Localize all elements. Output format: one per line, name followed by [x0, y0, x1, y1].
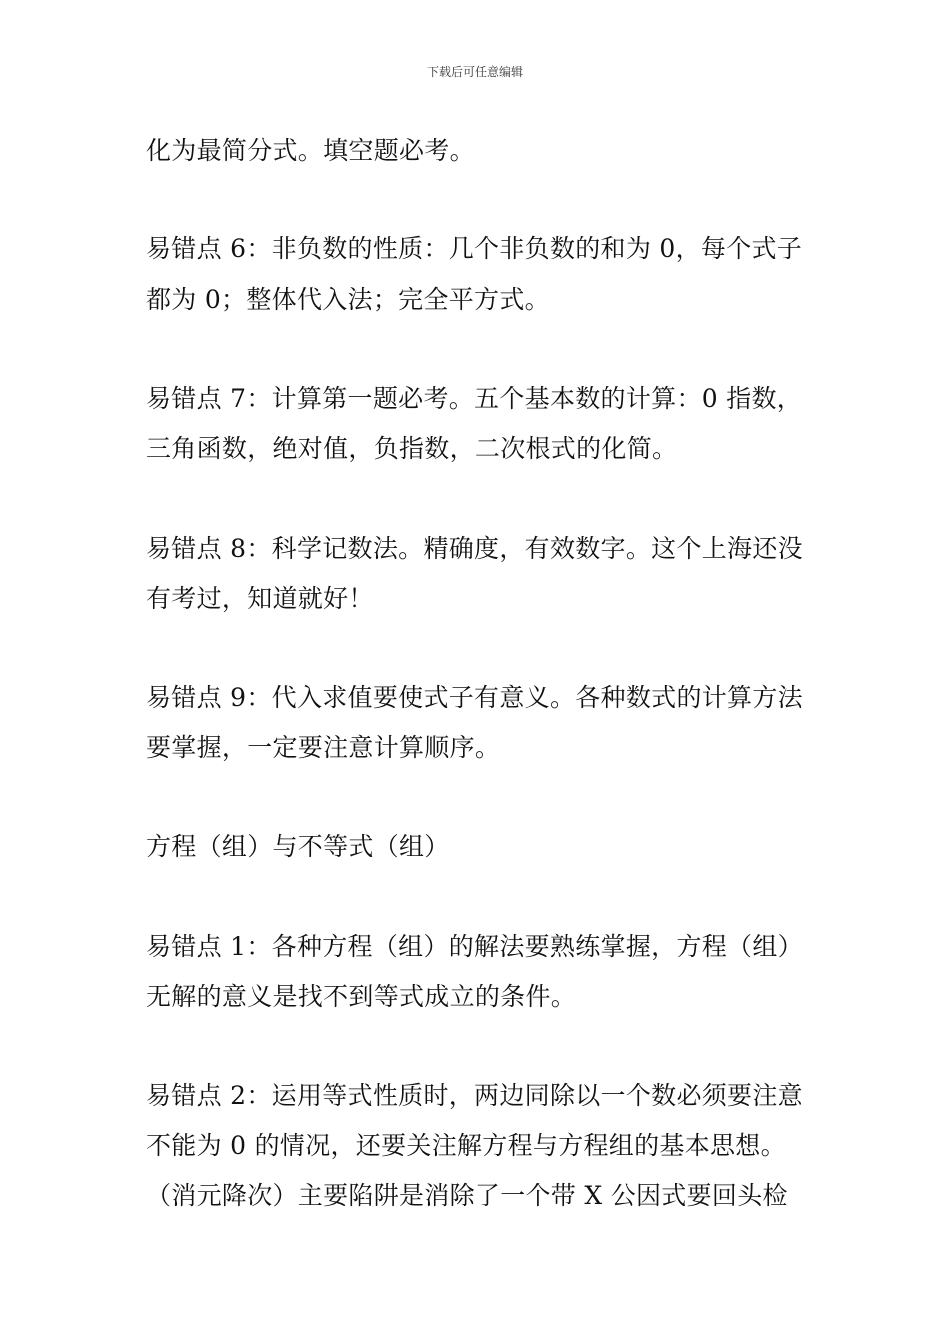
- text-line: 易错点 7：计算第一题必考。五个基本数的计算：0 指数，: [146, 384, 803, 413]
- page-header: 下载后可任意编辑: [426, 65, 523, 79]
- text-line: 易错点 1：各种方程（组）的解法要熟练掌握，方程（组）: [146, 932, 803, 961]
- text-line: 不能为 0 的情况，还要关注解方程与方程组的基本思想。: [146, 1131, 786, 1160]
- text-line: 易错点 6：非负数的性质：几个非负数的和为 0，每个式子: [146, 234, 803, 263]
- text-line: 无解的意义是找不到等式成立的条件。: [146, 982, 577, 1011]
- text-line: 易错点 2：运用等式性质时，两边同除以一个数必须要注意: [146, 1081, 803, 1110]
- text-line: 三角函数，绝对值，负指数，二次根式的化简。: [146, 434, 678, 463]
- text-line: 易错点 9：代入求值要使式子有意义。各种数式的计算方法: [146, 683, 803, 712]
- text-line: 都为 0；整体代入法；完全平方式。: [146, 285, 550, 314]
- text-line: 有考过，知道就好！: [146, 584, 374, 613]
- text-line: 化为最简分式。填空题必考。: [146, 136, 475, 165]
- text-line: 易错点 8：科学记数法。精确度，有效数字。这个上海还没: [146, 534, 803, 563]
- section-heading: 方程（组）与不等式（组）: [146, 832, 450, 861]
- text-line: 要掌握，一定要注意计算顺序。: [146, 733, 501, 762]
- text-line: （消元降次）主要陷阱是消除了一个带 X 公因式要回头检: [146, 1181, 788, 1210]
